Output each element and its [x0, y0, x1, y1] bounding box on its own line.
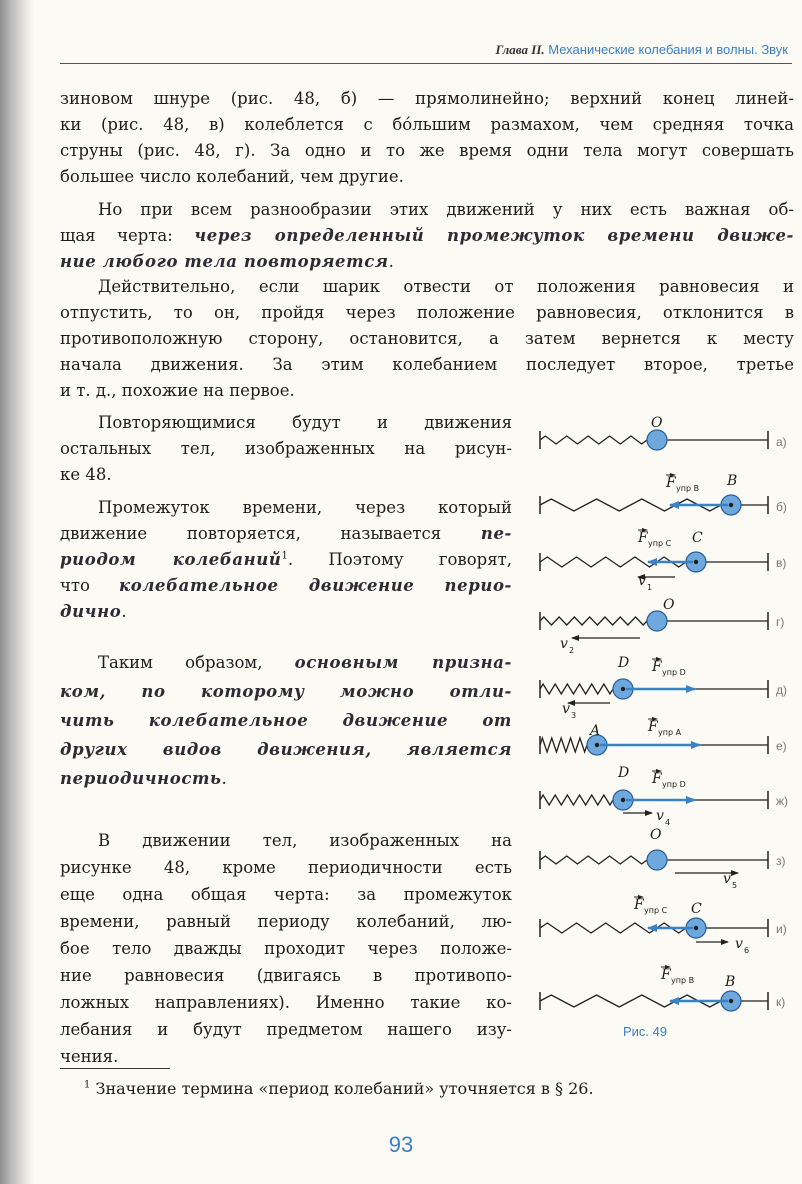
para4-line2: остальных тел, изображенных на рисун- — [60, 439, 512, 458]
para6-line3 — [60, 708, 512, 734]
para2-emphasis-end: ние любого тела повторяется — [60, 252, 389, 271]
para7-line4: времени, равный периоду колебаний, лю- — [60, 912, 512, 931]
para6-emphasis5: периодичность — [60, 769, 222, 788]
v-sub-1: 1 — [647, 583, 653, 592]
v-symbol-1: v — [638, 573, 646, 589]
force-label-b — [665, 475, 699, 493]
f-symbol-zh: F — [652, 771, 662, 787]
para6-emphasis3: чить колебательное движение от — [60, 711, 512, 730]
letter-g: г) — [776, 615, 785, 629]
v-symbol-5: v — [723, 871, 731, 887]
para5-term: риодом колебаний — [60, 550, 282, 569]
velocity-label-v5 — [723, 871, 737, 890]
force-label-i — [633, 897, 668, 915]
book-spine-shadow — [0, 0, 34, 1184]
v-sub-2: 2 — [569, 646, 575, 655]
label-B-k: B — [725, 974, 736, 990]
para4-line3: ке 48. — [60, 465, 112, 484]
v-symbol-6: v — [735, 936, 743, 952]
para6-emphasis: основным призна- — [294, 653, 512, 672]
para6-period: . — [221, 769, 227, 788]
spring-7 — [540, 856, 647, 864]
letter-i: и) — [776, 922, 787, 936]
letter-z: з) — [776, 854, 786, 868]
label-C-i: C — [691, 901, 702, 917]
ball-center-5 — [595, 743, 599, 747]
sub-upr-b: упр B — [676, 484, 700, 493]
para7-line7: ложных направлениях). Именно такие ко- — [60, 993, 512, 1012]
label-D-d: D — [618, 655, 630, 671]
velocity-label-v6 — [735, 936, 749, 955]
chapter-label: Глава II. — [495, 42, 545, 57]
figure-caption: Рис. 49 — [622, 1024, 668, 1039]
label-O-g: O — [663, 597, 675, 613]
footnote-text: Значение термина «период колебаний» уточняется в § 26. — [95, 1079, 594, 1098]
spring-6 — [540, 795, 613, 805]
para7-line9: чения. — [60, 1047, 119, 1066]
velocity-label-v4 — [656, 808, 670, 827]
f-symbol-v: F — [638, 530, 648, 546]
spring-0 — [540, 436, 647, 444]
label-C-v: C — [692, 530, 703, 546]
label-O-z: O — [650, 827, 662, 843]
para5-text: движение повторяется, называется — [60, 524, 481, 543]
ball-center-8 — [694, 926, 698, 930]
para1-line4: большее число колебаний, чем другие. — [60, 167, 404, 186]
para5-line1: Промежуток времени, через который — [98, 498, 512, 517]
label-A-e: A — [590, 723, 601, 739]
ball-7 — [647, 850, 667, 870]
label-O-a: O — [651, 415, 663, 431]
para2-line2 — [60, 223, 794, 249]
para2-text: щая черта: — [60, 226, 195, 245]
section-title: Механические колебания и волны. Звук — [548, 42, 788, 57]
letter-zh: ж) — [776, 794, 789, 808]
footnote-rule — [60, 1068, 170, 1069]
para5-emphasis: колебательное движение перио- — [119, 576, 512, 595]
letter-b: б) — [776, 500, 787, 514]
para5-period: . — [121, 602, 127, 621]
para1-line3: струны (рис. 48, г). За одно и то же время одни тела могут совершать — [60, 141, 794, 160]
sub-upr-d2: упр D — [662, 780, 686, 789]
running-header — [360, 42, 788, 58]
force-label-d — [651, 659, 686, 677]
para6-emphasis2: ком, по которому можно отли- — [60, 682, 512, 701]
para4-line1: Повторяющимися будут и движения — [98, 413, 512, 432]
para6-line5 — [60, 766, 512, 792]
para7-line6: ние равновесия (двигаясь в противопо- — [60, 966, 512, 985]
para6-line2 — [60, 679, 512, 705]
para2-period: . — [388, 252, 394, 271]
letter-e: е) — [776, 739, 787, 753]
para7-line2: рисунке 48, кроме периодичности есть — [60, 858, 512, 877]
force-label-zh — [651, 771, 686, 789]
spring-5 — [540, 738, 587, 752]
f-symbol-k: F — [661, 967, 671, 983]
para2-line3 — [60, 249, 794, 275]
spring-4 — [540, 684, 613, 694]
footnote — [84, 1078, 594, 1100]
sub-upr-b2: упр B — [671, 976, 695, 985]
label-D-zh: D — [618, 765, 630, 781]
para7-line1: В движении тел, изображенных на — [98, 831, 512, 850]
letter-d: д) — [776, 683, 787, 697]
footnote-ref: 1 — [281, 550, 288, 562]
letter-k: к) — [776, 995, 786, 1009]
para5-term-start: пе- — [480, 524, 512, 543]
letter-v: в) — [776, 556, 787, 570]
sub-upr-c: упр C — [648, 539, 672, 548]
f-symbol-d: F — [652, 659, 662, 675]
force-label-v — [637, 530, 672, 548]
para5-line4 — [60, 573, 512, 599]
v-symbol-2: v — [560, 636, 568, 652]
f-symbol-b: F — [666, 475, 676, 491]
para6-line4 — [60, 737, 512, 763]
force-label-k — [660, 967, 694, 985]
para5-line3 — [60, 547, 512, 573]
para6-line1 — [60, 650, 512, 676]
sub-upr-a: упр A — [658, 728, 682, 737]
para5-text2: . Поэтому говорят, — [287, 550, 512, 569]
sub-upr-d: упр D — [662, 668, 686, 677]
ball-center-1 — [729, 503, 733, 507]
velocity-label-v2 — [560, 636, 574, 655]
para5-line5 — [60, 599, 512, 625]
para5-text3: что — [60, 576, 119, 595]
ball-center-9 — [729, 999, 733, 1003]
para3-line3: противоположную сторону, остановится, а затем вернется к месту — [60, 329, 794, 348]
f-symbol-i: F — [634, 897, 644, 913]
spring-3 — [540, 617, 647, 625]
ball-3 — [647, 611, 667, 631]
para3-line1: Действительно, если шарик отвести от положения равновесия и — [98, 277, 794, 296]
v-symbol-3: v — [562, 701, 570, 717]
page-number: 93 — [388, 1132, 414, 1157]
v-sub-3: 3 — [571, 711, 577, 720]
v-sub-6: 6 — [744, 946, 750, 955]
figure-letters — [776, 435, 788, 1009]
letter-a: а) — [776, 435, 787, 449]
force-label-e — [647, 719, 682, 737]
para1-line1: зиновом шнуре (рис. 48, б) — прямолинейно; верхний конец линей- — [60, 89, 794, 108]
ball-center-4 — [621, 687, 625, 691]
para6-emphasis4: других видов движения, является — [60, 740, 512, 759]
v-symbol-4: v — [656, 808, 664, 824]
para6-text: Таким образом, — [98, 653, 295, 672]
v-sub-4: 4 — [665, 818, 671, 827]
sub-upr-c2: упр C — [644, 906, 668, 915]
ball-center-2 — [694, 560, 698, 564]
velocity-label-v1 — [638, 573, 652, 592]
header-rule — [60, 63, 792, 64]
figure-spring-oscillations — [530, 405, 800, 1025]
para3-line4: начала движения. За этим колебанием последует второе, третье — [60, 355, 794, 374]
para2-emphasis: через определенный промежуток времени движе- — [194, 226, 794, 245]
para3-line2: отпустить, то он, пройдя через положение равновесия, отклонится в — [60, 303, 794, 322]
f-symbol-e: F — [648, 719, 658, 735]
para7-line8: лебания и будут предметом нашего изу- — [60, 1020, 512, 1039]
para5-line2 — [60, 521, 512, 547]
para3-line5: и т. д., похожие на первое. — [60, 381, 295, 400]
v-sub-5: 5 — [732, 881, 738, 890]
para5-emphasis-end: дично — [60, 602, 122, 621]
para7-line3: еще одна общая черта: за промежуток — [60, 885, 512, 904]
label-B-b: B — [727, 473, 738, 489]
footnote-mark: 1 — [84, 1079, 91, 1091]
ball-0 — [647, 430, 667, 450]
para7-line5: бое тело дважды проходит через положе- — [60, 939, 512, 958]
velocity-label-v3 — [562, 701, 576, 720]
ball-center-6 — [621, 798, 625, 802]
para2-line1: Но при всем разнообразии этих движений у них есть важная об- — [98, 200, 794, 219]
para1-line2: ки (рис. 48, в) колеблется с бо́льшим размахом, чем средняя точка — [60, 115, 794, 134]
